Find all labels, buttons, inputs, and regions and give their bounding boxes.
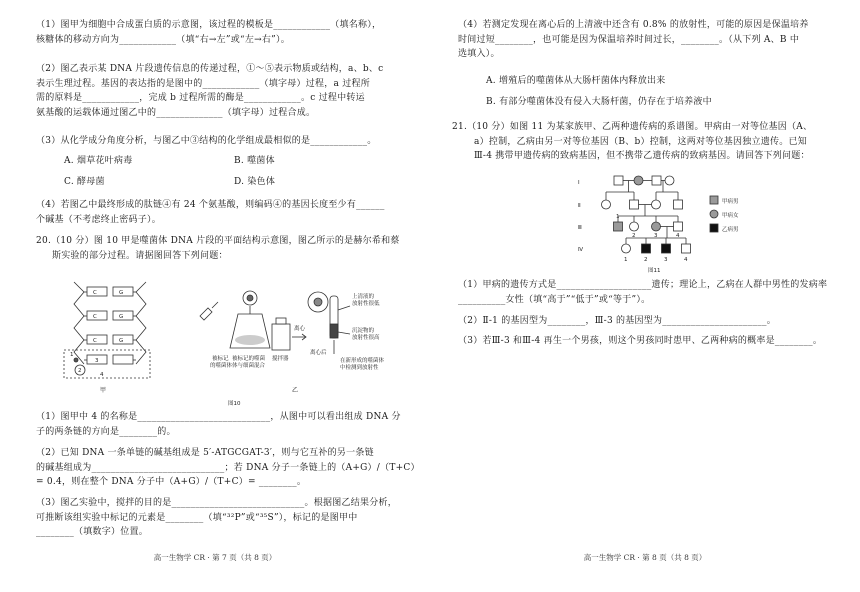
fig-jia-label: 甲	[100, 387, 107, 394]
q20-part4-options	[486, 74, 712, 109]
label-3: 3	[95, 358, 99, 364]
text-line: 时间过短________，也可能是因为保温培养时间过长，________。（从下列 A、B 中	[458, 34, 800, 45]
legend-jia-male: 甲病男	[722, 199, 739, 205]
q20-part1	[36, 410, 401, 439]
option-a: A. 烟草花叶病毒	[64, 156, 133, 166]
text-line: 可推断该组实验中标记的元素是________（填“³²P”或“³⁵S”），标记的是图甲中	[36, 512, 358, 523]
label-1: 1	[70, 352, 74, 358]
base-c-label: C	[93, 290, 97, 296]
q20-part3	[36, 496, 397, 540]
mix-text: 被标记的噬菌	[232, 356, 266, 362]
fig-yi-label: 乙	[292, 387, 299, 394]
centrifuge-text: 离心	[294, 326, 306, 332]
base-g-label: G	[119, 290, 124, 296]
supernatant-text: 上清液的	[352, 294, 375, 300]
figure-11-caption: 图11	[648, 268, 661, 274]
q19-part4	[36, 198, 385, 227]
supernatant-text: 放射性很低	[352, 301, 380, 307]
option-b: B. 噬菌体	[234, 156, 275, 166]
base-g-label: G	[119, 314, 124, 320]
text-line: 表示生理过程。基因的表达指的是图中的____________（填字母）过程，a 过程所	[36, 78, 370, 89]
generation-iv: Ⅳ	[578, 247, 584, 253]
sediment-text: 沉淀物的	[352, 328, 375, 334]
legend-yi-male: 乙病男	[722, 227, 739, 233]
q21-part3	[458, 334, 822, 349]
q19-options	[64, 154, 404, 189]
base-g-label: G	[119, 338, 124, 344]
page-footer: 高一生物学 CR · 第 7 页（共 8 页）	[153, 553, 277, 562]
q20-part2	[36, 446, 420, 490]
option-d: D. 染色体	[234, 176, 276, 187]
text-line: 选填入）。	[458, 49, 500, 59]
dna-structure-diagram	[64, 282, 150, 378]
text-line: （1）图甲中 4 的名称是____________________________，从图中可以看出组成 DNA 分	[36, 412, 401, 422]
labeled-phage-text: 的噬菌体	[210, 363, 233, 369]
text-line: 氨基酸的运载体通过图乙中的______________（填字母）过程合成。	[36, 107, 316, 118]
text-line: （2）已知 DNA 一条单链的碱基组成是 5′-ATGCGAT-3′，则与它互补的另一条链	[36, 448, 374, 458]
option-c: C. 酵母菌	[64, 176, 105, 187]
page-footer: 高一生物学 CR · 第 8 页（共 8 页）	[583, 553, 707, 562]
individual-number: 3	[664, 257, 668, 263]
stirrer-text: 搅拌器	[272, 356, 289, 362]
individual-number: 2	[644, 257, 648, 263]
labeled-phage-text: 被标记	[212, 356, 229, 362]
text-line: 需的原料是____________，完成 b 过程所需的酶是____________。c 过程中转运	[36, 93, 365, 103]
option-a: A. 增殖后的噬菌体从大肠杆菌体内释放出来	[486, 76, 666, 86]
text-line: （2）图乙表示某 DNA 片段遗传信息的传递过程，①～⑤表示物质或结构，a、b、c	[36, 64, 384, 74]
right-page	[430, 0, 860, 592]
generation-iii: Ⅲ	[578, 225, 582, 231]
q21-intro	[452, 120, 812, 164]
individual-number: 3	[654, 233, 658, 239]
individual-number: 1	[624, 257, 628, 263]
text-line: （3）从化学成分角度分析，与图乙中③结构的化学组成最相似的是____________。	[36, 136, 377, 146]
mix-text: 体与细菌混合	[232, 363, 266, 369]
text-line: 子的两条链的方向是________的。	[36, 426, 176, 437]
individual-number: 4	[676, 233, 680, 239]
legend-jia-female: 甲病女	[722, 213, 739, 219]
individual-number: 2	[632, 233, 636, 239]
figure-10-caption: 图10	[228, 401, 241, 407]
q20-intro	[36, 234, 400, 263]
text-line: （3）若Ⅲ-3 和Ⅲ-4 再生一个男孩，则这个男孩同时患甲、乙两种病的概率是________。	[458, 336, 823, 346]
base-c-label: C	[93, 314, 97, 320]
option-b: B. 有部分噬菌体没有侵入大肠杆菌，仍存在于培养液中	[486, 96, 712, 107]
individual-number: 1	[616, 214, 620, 220]
experiment-diagram	[200, 291, 350, 354]
label-4: 4	[100, 372, 104, 378]
option-row	[64, 154, 404, 169]
text-line: 的碱基组成为____________________________；若 DNA 分子一条链上的（A+G）/（T+C）	[36, 462, 420, 473]
text-line: （1）图甲为细胞中合成蛋白质的示意图，该过程的模板是____________（填名称），	[36, 20, 382, 30]
text-line: ________（填数字）位置。	[36, 527, 149, 537]
text-line: （1）甲病的遗传方式是____________________遗传；理论上，乙病在人群中男性的发病率	[458, 280, 828, 290]
text-line: （4）若测定发现在离心后的上清液中还含有 0.8% 的放射性，可能的原因是保温培养	[458, 20, 809, 30]
individual-number: 4	[684, 257, 688, 263]
after-centrifuge-text: 离心后	[310, 350, 327, 356]
base-c-label: C	[93, 338, 97, 344]
pedigree-figure	[558, 170, 778, 278]
text-line: __________女性（填“高于”“低于”或“等于”）。	[458, 294, 651, 305]
text-line: 核糖体的移动方向为____________（填“右→左”或“左→右”）。	[36, 34, 290, 45]
q19-part1	[36, 18, 381, 47]
text-line: 个碱基（不考虑终止密码子）。	[36, 214, 162, 225]
text-line: 21.（10 分）如图 11 为某家族甲、乙两种遗传病的系谱图。甲病由一对等位基因（A、	[452, 122, 813, 132]
text-line: 20.（10 分）图 10 甲是噬菌体 DNA 片段的平面结构示意图，图乙所示的是赫尔希和蔡	[36, 236, 400, 246]
text-line: （4）若图乙中最终形成的肽链④有 24 个氨基酸，则编码④的基因长度至少有______	[36, 200, 385, 210]
text-line: Ⅲ-4 携带甲遗传病的致病基因，但不携带乙遗传病的致病基因。请回答下列问题：	[474, 151, 810, 161]
text-line: = 0.4，则在整个 DNA 分子中（A+G）/（T+C）= ________。	[36, 477, 307, 487]
sediment-text: 放射性很高	[352, 335, 380, 341]
text-line: 斯实验的部分过程。请据图回答下列问题：	[52, 250, 228, 261]
q21-part1	[458, 278, 827, 307]
generation-ii: Ⅱ	[578, 203, 581, 209]
text-line: （2）Ⅱ-1 的基因型为________，Ⅲ-3 的基因型为______________________。	[458, 316, 777, 326]
option-row	[64, 175, 404, 190]
text-line: a）控制，乙病由另一对等位基因（B、b）控制，这两对等位基因独立遗传。已知	[474, 136, 807, 147]
q19-part2	[36, 62, 383, 120]
q19-part3	[36, 134, 376, 149]
q21-part2	[458, 314, 776, 329]
new-phage-text: 中检测到放射性	[340, 365, 379, 371]
q20-part4	[458, 18, 809, 62]
text-line: （3）图乙实验中，搅拌的目的是____________________________。根据图乙结果分析，	[36, 498, 397, 508]
label-2: 2	[78, 368, 82, 374]
figure-10	[60, 274, 420, 410]
generation-i: Ⅰ	[578, 180, 580, 186]
new-phage-text: 在新形成的噬菌体	[340, 358, 385, 364]
